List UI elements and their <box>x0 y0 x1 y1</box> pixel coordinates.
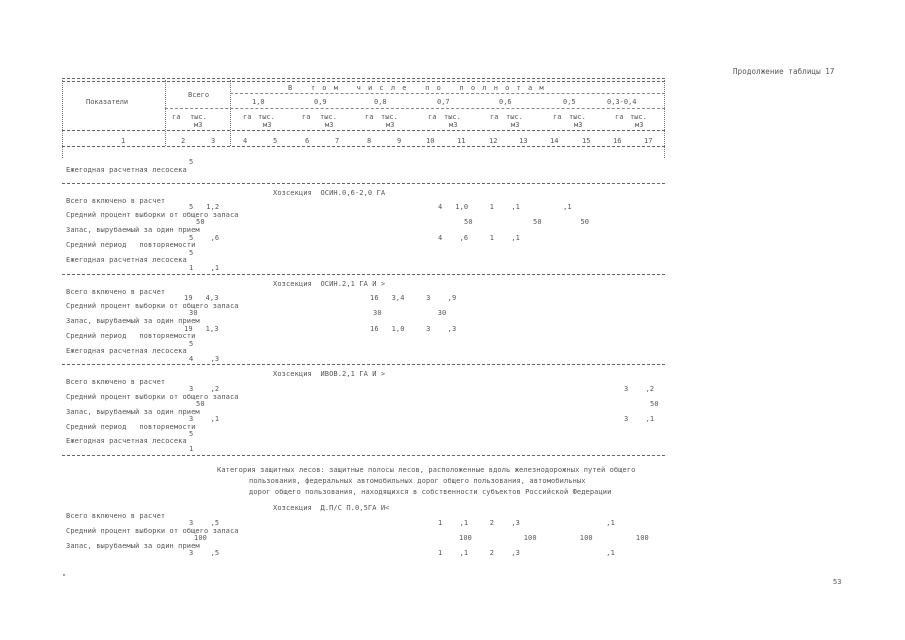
density-5: 0,6 <box>499 98 512 106</box>
unit-thous: тыс. <box>190 113 207 121</box>
colnum-9: 9 <box>397 137 402 145</box>
density-4: 0,7 <box>437 98 450 106</box>
unit-ha: га <box>428 113 437 121</box>
unit-thous: тыс. <box>381 113 398 121</box>
row-label: Средний процент выборки от общего запаса <box>66 393 239 401</box>
row-value-total: 5 1,2 <box>189 203 220 211</box>
colnum-8: 8 <box>367 137 372 145</box>
header-top-rule <box>62 78 665 79</box>
row-value-total: 1 ,1 <box>189 264 220 272</box>
section-title: Хозсекция ОСИН.2,1 ГА И > <box>273 280 386 288</box>
unit-thous: тыс. <box>506 113 523 121</box>
group-rule <box>230 93 665 94</box>
row-label: Всего включено в расчет <box>66 197 166 205</box>
row-label: Всего включено в расчет <box>66 288 166 296</box>
row-values: 16 3,4 3 ,9 <box>370 294 457 302</box>
row-values: 30 30 <box>373 309 447 317</box>
density-7: 0,3-0,4 <box>607 98 637 106</box>
vsep <box>165 80 166 146</box>
row-values: 1 ,1 2 ,3 ,1 <box>438 519 615 527</box>
row-value-total: 100 <box>194 534 207 542</box>
colnum-13: 13 <box>519 137 528 145</box>
row-label: Ежегодная расчетная лесосека <box>66 256 187 264</box>
row-values: 3 ,1 <box>624 415 655 423</box>
row-value-total: 5 ,6 <box>189 234 220 242</box>
row-label: Средний период повторяемости <box>66 241 196 249</box>
category-line-1: Категория защитных лесов: защитные полосы лесов, расположенные вдоль железнодорожных путей общего <box>217 466 636 474</box>
row-value-total: 19 1,3 <box>184 325 219 333</box>
row-values: 50 <box>650 400 659 408</box>
row-label: Средний процент выборки от общего запаса <box>66 527 239 535</box>
unit-m3: м3 <box>325 121 334 129</box>
header-top-rule-2 <box>62 81 665 82</box>
unit-m3: м3 <box>511 121 520 129</box>
density-6: 0,5 <box>563 98 576 106</box>
row-value-total: 50 <box>196 218 205 226</box>
colnum-2: 2 <box>181 137 186 145</box>
colnum-3: 3 <box>211 137 216 145</box>
unit-thous: тыс. <box>630 113 647 121</box>
unit-m3: м3 <box>194 121 203 129</box>
row-value-total: 3 ,2 <box>189 385 220 393</box>
row-value-total: 4 ,3 <box>189 355 220 363</box>
row-label: Ежегодная расчетная лесосека <box>66 437 187 445</box>
density-1: 1,0 <box>252 98 265 106</box>
r1-label: Ежегодная расчетная лесосека <box>66 166 187 174</box>
row-label: Запас, вырубаемый за один прием <box>66 226 200 234</box>
row-value-total: 50 <box>196 400 205 408</box>
unit-m3: м3 <box>635 121 644 129</box>
section-title: Хозсекция Д.П/С П.0,5ГА И< <box>273 504 390 512</box>
row-value-total: 3 ,5 <box>189 519 220 527</box>
row-values: 50 50 50 <box>464 218 590 226</box>
row-values: 3 ,2 <box>624 385 655 393</box>
row-label: Ежегодная расчетная лесосека <box>66 347 187 355</box>
row-label: Запас, вырубаемый за один прием <box>66 317 200 325</box>
unit-m3: м3 <box>263 121 272 129</box>
r1-value: 5 <box>189 158 194 166</box>
colnum-17: 17 <box>644 137 653 145</box>
section-rule <box>62 364 665 365</box>
vsep <box>230 80 231 146</box>
page-number: 53 <box>833 578 842 586</box>
unit-m3: м3 <box>574 121 583 129</box>
colnum-6: 6 <box>305 137 310 145</box>
col-indicators-header: Показатели <box>86 98 129 106</box>
row-label: Средний процент выборки от общего запаса <box>66 302 239 310</box>
unit-ha: га <box>302 113 311 121</box>
row-values: 4 ,6 1 ,1 <box>438 234 520 242</box>
unit-ha: га <box>553 113 562 121</box>
density-2: 0,9 <box>314 98 327 106</box>
row-value-total: 19 4,3 <box>184 294 219 302</box>
row-value-total: 3 ,1 <box>189 415 220 423</box>
colnum-15: 15 <box>582 137 591 145</box>
header-bottom-rule <box>62 146 665 147</box>
row-value-total: 30 <box>189 309 198 317</box>
unit-thous: тыс. <box>569 113 586 121</box>
unit-thous: тыс. <box>258 113 275 121</box>
section-rule <box>62 455 665 456</box>
row-value-total: 1 <box>189 445 194 453</box>
row-value-total: 5 <box>189 249 194 257</box>
continuation-label: Продолжение таблицы 17 <box>733 67 835 76</box>
row-values: 16 1,0 3 ,3 <box>370 325 457 333</box>
col-total-header: Всего <box>188 91 210 99</box>
unit-ha: га <box>172 113 181 121</box>
row-values: 100 100 100 100 <box>459 534 649 542</box>
row-label: Всего включено в расчет <box>66 378 166 386</box>
group-title: В т о м ч и с л е п о п о л н о т а м <box>288 84 546 92</box>
row-label: Средний период повторяемости <box>66 423 196 431</box>
row-values: 1 ,1 2 ,3 ,1 <box>438 549 615 557</box>
unit-thous: тыс. <box>444 113 461 121</box>
colnum-7: 7 <box>335 137 340 145</box>
section-rule <box>62 183 665 184</box>
colnum-5: 5 <box>273 137 278 145</box>
row-label: Запас, вырубаемый за один прием <box>66 542 200 550</box>
colnum-14: 14 <box>550 137 559 145</box>
unit-ha: га <box>243 113 252 121</box>
section-title: Хозсекция ОСИН.0,6-2,0 ГА <box>273 189 386 197</box>
vsep <box>664 80 665 158</box>
colnum-4: 4 <box>243 137 248 145</box>
row-label: Средний период повторяемости <box>66 332 196 340</box>
unit-ha: га <box>365 113 374 121</box>
unit-ha: га <box>490 113 499 121</box>
unit-m3: м3 <box>386 121 395 129</box>
colnum-1: 1 <box>121 137 126 145</box>
density-3: 0,8 <box>374 98 387 106</box>
vsep <box>62 80 63 158</box>
row-value-total: 5 <box>189 340 194 348</box>
unit-m3: м3 <box>449 121 458 129</box>
row-label: Средний процент выборки от общего запаса <box>66 211 239 219</box>
colnum-12: 12 <box>489 137 498 145</box>
section-rule <box>62 274 665 275</box>
section-title: Хозсекция ИВОВ.2,1 ГА И > <box>273 370 386 378</box>
colnum-11: 11 <box>457 137 466 145</box>
colnum-10: 10 <box>426 137 435 145</box>
category-line-3: дорог общего пользования, находящихся в собственности субъектов Российской Федерации <box>249 488 612 496</box>
row-values: 4 1,0 1 ,1 ,1 <box>438 203 572 211</box>
header-mid-rule <box>62 130 665 131</box>
category-line-2: пользования, федеральных автомобильных дорог общего пользования, автомобильных <box>249 477 586 485</box>
unit-ha: га <box>615 113 624 121</box>
colnum-16: 16 <box>613 137 622 145</box>
row-value-total: 5 <box>189 430 194 438</box>
row-value-total: 3 ,5 <box>189 549 220 557</box>
unit-rule <box>165 108 665 109</box>
row-label: Всего включено в расчет <box>66 512 166 520</box>
footer-mark: " <box>62 573 67 581</box>
unit-thous: тыс. <box>320 113 337 121</box>
row-label: Запас, вырубаемый за один прием <box>66 408 200 416</box>
